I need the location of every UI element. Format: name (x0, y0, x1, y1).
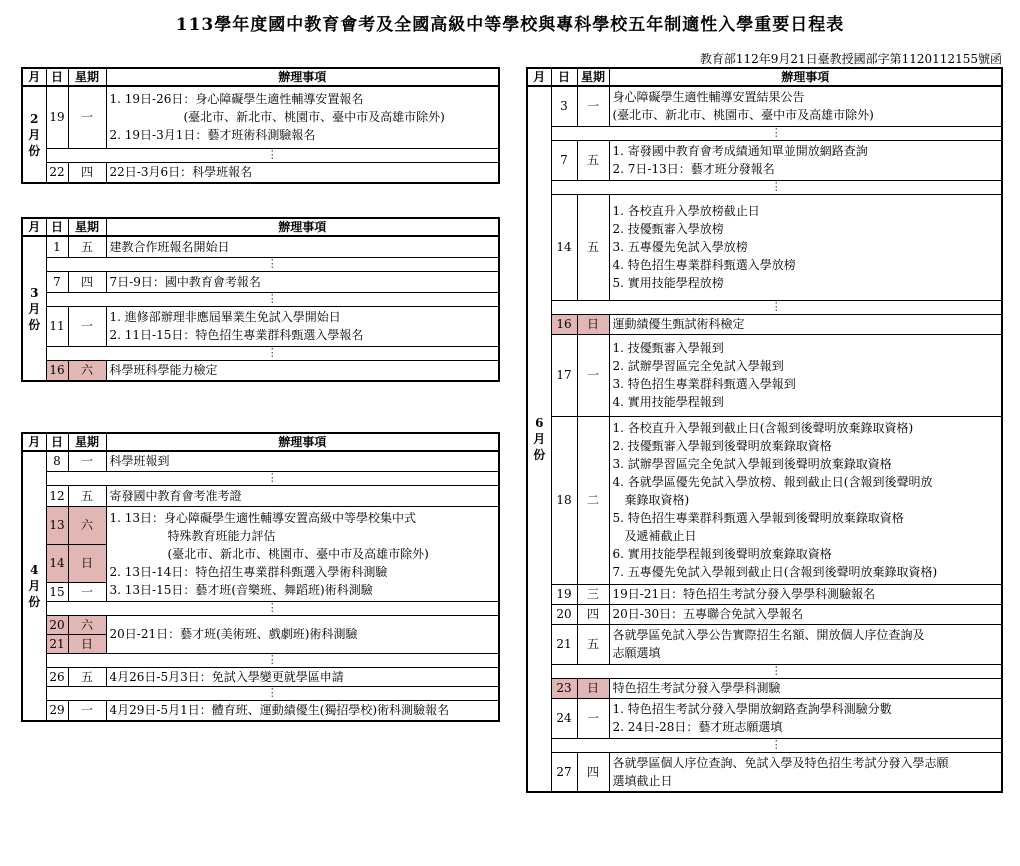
month-header: 月 (527, 68, 551, 86)
weekday-cell: 五 (68, 667, 106, 686)
weekday-cell: 四 (577, 752, 609, 792)
day-cell: 3 (551, 86, 577, 126)
event-line: 5. 特色招生專業群科甄選入學報到後聲明放棄錄取資格 (612, 511, 904, 525)
event-cell: 科學班科學能力檢定 (106, 360, 499, 381)
weekday-cell: 一 (68, 700, 106, 721)
event-line: 1. 各校直升入學報到截止日(含報到後聲明放棄錄取資格) (612, 421, 914, 435)
event-line: 各就學區免試入學公告實際招生名額、開放個人序位查詢及 (612, 628, 925, 642)
event-cell: 20日-30日：五專聯合免試入學報名 (609, 604, 1002, 624)
weekday-cell: 一 (68, 582, 106, 601)
day-cell: 22 (46, 162, 68, 183)
weekday-header: 星期 (68, 68, 106, 86)
weekday-header: 星期 (577, 68, 609, 86)
event-cell: 建教合作班報名開始日 (106, 236, 499, 257)
event-line: 各就學區個人序位查詢、免試入學及特色招生考試分發入學志願 (612, 755, 949, 770)
day-cell-highlighted: 16 (551, 314, 577, 334)
event-line: 3. 13日-15日：藝才班(音樂班、舞蹈班)術科測驗 (109, 582, 373, 597)
day-cell: 14 (551, 194, 577, 300)
event-line: 4. 各就學區優先免試入學放榜、報到截止日(含報到後聲明放 (612, 475, 933, 489)
weekday-cell-highlighted: 六 (68, 360, 106, 381)
event-line: 選填截止日 (612, 773, 673, 788)
day-cell: 7 (46, 271, 68, 292)
day-cell: 20 (551, 604, 577, 624)
ellipsis-row: ⋮ (551, 126, 1002, 140)
ellipsis-row: ⋮ (46, 292, 499, 306)
month-header: 月 (22, 433, 46, 451)
ellipsis-row: ⋮ (46, 653, 499, 667)
april-table (21, 432, 500, 722)
month-label: 6 月 份 (527, 86, 551, 792)
weekday-cell: 四 (68, 271, 106, 292)
event-line: 1. 寄發國中教育會考成績通知單並開放網路查詢 (612, 144, 868, 158)
event-cell: 7日-9日：國中教育會考報名 (106, 271, 499, 292)
ellipsis-row: ⋮ (551, 300, 1002, 314)
event-line: 身心障礙學生適性輔導安置結果公告 (612, 90, 805, 105)
weekday-header: 星期 (68, 218, 106, 236)
event-cell: 19日-21日：特色招生考試分發入學學科測驗報名 (609, 584, 1002, 604)
ellipsis-row: ⋮ (46, 257, 499, 271)
day-cell: 18 (551, 416, 577, 584)
event-line: 7. 五專優先免試入學報到截止日(含報到後聲明放棄錄取資格) (612, 565, 938, 579)
event-cell: 20日-21日：藝才班(美術班、戲劇班)術科測驗 (106, 615, 499, 653)
weekday-cell: 五 (68, 236, 106, 257)
day-header: 日 (46, 433, 68, 451)
event-line: 2. 19日-3月1日：藝才班術科測驗報名 (109, 128, 316, 143)
event-line: 2. 技優甄審入學報到後聲明放棄錄取資格 (612, 439, 832, 453)
february-table (21, 67, 500, 184)
event-cell (609, 624, 1002, 664)
event-cell: 科學班報到 (106, 451, 499, 471)
event-cell: 寄發國中教育會考准考證 (106, 485, 499, 506)
day-cell-highlighted: 16 (46, 360, 68, 381)
event-line: (臺北市、新北市、桃園市、臺中市及高雄市除外) (167, 546, 429, 561)
weekday-cell: 五 (577, 194, 609, 300)
weekday-cell: 一 (68, 451, 106, 471)
day-cell-highlighted: 20 (46, 615, 68, 634)
ellipsis-row: ⋮ (46, 686, 499, 700)
event-cell (609, 752, 1002, 792)
event-line: 3. 試辦學習區完全免試入學報到後聲明放棄錄取資格 (612, 457, 892, 471)
weekday-cell: 一 (68, 306, 106, 346)
event-line: 1. 特色招生考試分發入學開放網路查詢學科測驗分數 (612, 702, 892, 716)
march-table (21, 217, 500, 382)
day-cell: 11 (46, 306, 68, 346)
event-cell (106, 506, 499, 601)
event-line: 志願選填 (612, 646, 661, 660)
ellipsis-row: ⋮ (46, 601, 499, 615)
day-cell: 21 (551, 624, 577, 664)
weekday-cell-highlighted: 日 (68, 634, 106, 653)
month-label: 4 月 份 (22, 451, 46, 721)
event-line: 1. 進修部辦理非應屆畢業生免試入學開始日 (109, 310, 341, 324)
ellipsis-row: ⋮ (551, 664, 1002, 678)
event-cell (609, 334, 1002, 416)
page-title: 113學年度國中教育會考及全國高級中等學校與專科學校五年制適性入學重要日程表 (175, 15, 845, 35)
event-cell (609, 194, 1002, 300)
month-header: 月 (22, 68, 46, 86)
day-cell: 26 (46, 667, 68, 686)
event-line: 2. 24日-28日：藝才班志願選填 (612, 720, 783, 734)
day-cell-highlighted: 23 (551, 678, 577, 698)
weekday-cell-highlighted: 日 (577, 314, 609, 334)
ellipsis-row: ⋮ (46, 471, 499, 485)
weekday-cell: 五 (577, 140, 609, 180)
day-cell: 1 (46, 236, 68, 257)
event-line: 4. 特色招生專業群科甄選入學放榜 (612, 258, 796, 272)
event-line: 6. 實用技能學程報到後聲明放棄錄取資格 (612, 547, 832, 561)
day-cell-highlighted: 13 (46, 506, 68, 544)
event-line: (臺北市、新北市、桃園市、臺中市及高雄市除外) (183, 110, 445, 125)
event-line: 1. 13日：身心障礙學生適性輔導安置高級中等學校集中式 (109, 510, 417, 525)
weekday-cell: 四 (577, 604, 609, 624)
event-line: 2. 技優甄審入學放榜 (612, 222, 724, 236)
ellipsis-row: ⋮ (551, 738, 1002, 752)
day-cell: 15 (46, 582, 68, 601)
weekday-cell: 四 (68, 162, 106, 183)
event-line: 2. 11日-15日：特色招生專業群科甄選入學報名 (109, 328, 364, 342)
event-header: 辦理事項 (106, 433, 499, 451)
event-cell: 4月29日-5月1日：體育班、運動績優生(獨招學校)術科測驗報名 (106, 700, 499, 721)
event-line: 4. 實用技能學程報到 (612, 395, 724, 409)
event-cell (609, 140, 1002, 180)
event-cell (609, 416, 1002, 584)
month-header: 月 (22, 218, 46, 236)
day-cell: 8 (46, 451, 68, 471)
day-cell-highlighted: 14 (46, 544, 68, 582)
day-header: 日 (551, 68, 577, 86)
event-line: 1. 技優甄審入學報到 (612, 341, 724, 355)
day-cell: 17 (551, 334, 577, 416)
day-cell-highlighted: 21 (46, 634, 68, 653)
event-line: 1. 各校直升入學放榜截止日 (612, 204, 760, 218)
weekday-cell: 一 (577, 86, 609, 126)
day-cell: 24 (551, 698, 577, 738)
event-cell: 運動績優生甄試術科檢定 (609, 314, 1002, 334)
weekday-cell: 三 (577, 584, 609, 604)
ellipsis-row: ⋮ (46, 148, 499, 162)
event-line: 及遞補截止日 (624, 529, 697, 543)
day-cell: 27 (551, 752, 577, 792)
event-line: 1. 19日-26日：身心障礙學生適性輔導安置報名 (109, 92, 364, 107)
weekday-cell: 一 (577, 698, 609, 738)
event-cell (609, 698, 1002, 738)
day-header: 日 (46, 218, 68, 236)
weekday-cell: 五 (577, 624, 609, 664)
weekday-cell-highlighted: 六 (68, 615, 106, 634)
event-header: 辦理事項 (106, 68, 499, 86)
event-line: 2. 試辦學習區完全免試入學報到 (612, 359, 784, 373)
month-label: 2 月 份 (22, 86, 46, 183)
event-cell: 4月26日-5月3日：免試入學變更就學區申請 (106, 667, 499, 686)
month-label: 3 月 份 (22, 236, 46, 381)
event-header: 辦理事項 (609, 68, 1002, 86)
weekday-header: 星期 (68, 433, 106, 451)
event-line: 特殊教育班能力評估 (167, 528, 276, 543)
day-cell: 19 (551, 584, 577, 604)
day-header: 日 (46, 68, 68, 86)
event-line: 3. 特色招生專業群科甄選入學報到 (612, 377, 796, 391)
day-cell: 19 (46, 86, 68, 148)
ellipsis-row: ⋮ (551, 180, 1002, 194)
june-table (526, 67, 1003, 793)
event-line: 2. 7日-13日：藝才班分發報名 (612, 162, 775, 176)
day-cell: 29 (46, 700, 68, 721)
weekday-cell: 一 (68, 86, 106, 148)
day-cell: 12 (46, 485, 68, 506)
weekday-cell-highlighted: 日 (68, 544, 106, 582)
event-line: 2. 13日-14日：特色招生專業群科甄選入學術科測驗 (109, 564, 388, 579)
weekday-cell-highlighted: 六 (68, 506, 106, 544)
weekday-cell-highlighted: 日 (577, 678, 609, 698)
document-number: 教育部112年9月21日臺教授國部字第1120112155號函 (699, 52, 1002, 66)
ellipsis-row: ⋮ (46, 346, 499, 360)
weekday-cell: 二 (577, 416, 609, 584)
event-cell: 22日-3月6日：科學班報名 (106, 162, 499, 183)
event-line: (臺北市、新北市、桃園市、臺中市及高雄市除外) (612, 108, 874, 123)
event-line: 5. 實用技能學程放榜 (612, 276, 724, 290)
event-cell (609, 86, 1002, 126)
event-header: 辦理事項 (106, 218, 499, 236)
event-cell: 特色招生考試分發入學學科測驗 (609, 678, 1002, 698)
day-cell: 7 (551, 140, 577, 180)
event-line: 棄錄取資格) (624, 493, 690, 507)
weekday-cell: 一 (577, 334, 609, 416)
weekday-cell: 五 (68, 485, 106, 506)
event-cell (106, 306, 499, 346)
event-line: 3. 五專優先免試入學放榜 (612, 240, 748, 254)
event-cell (106, 86, 499, 148)
